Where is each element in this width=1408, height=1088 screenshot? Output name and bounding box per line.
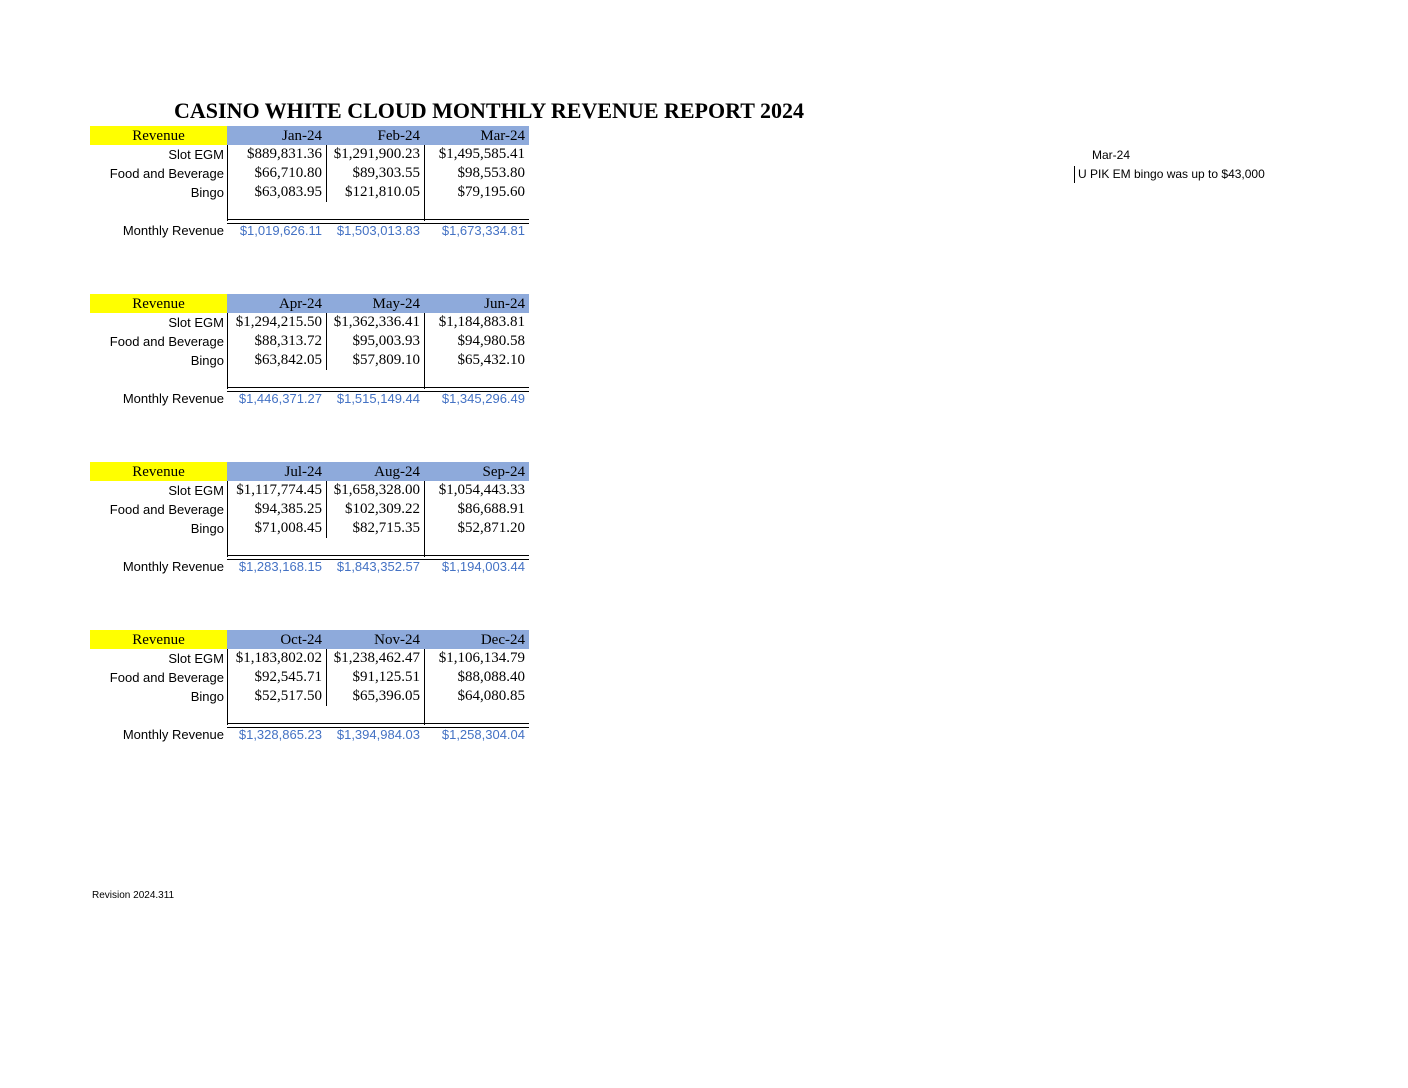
cell-value: $98,553.80 bbox=[424, 164, 529, 183]
table-header bbox=[90, 462, 530, 481]
total-value: $1,194,003.44 bbox=[441, 559, 525, 574]
note-text: U PIK EM bingo was up to $43,000 bbox=[1074, 166, 1265, 183]
revenue-header-label: Revenue bbox=[90, 630, 227, 649]
row-label: Food and Beverage bbox=[109, 502, 224, 517]
table-row-food-beverage bbox=[90, 164, 530, 183]
cell-value: $52,871.20 bbox=[424, 519, 529, 538]
row-label: Bingo bbox=[190, 185, 224, 200]
cell-value: $57,809.10 bbox=[326, 351, 424, 370]
row-label: Food and Beverage bbox=[109, 670, 224, 685]
table-header bbox=[90, 630, 530, 649]
revenue-header-label: Revenue bbox=[90, 462, 227, 481]
row-label: Slot EGM bbox=[168, 315, 224, 330]
table-row-bingo bbox=[90, 519, 530, 538]
spacer-row bbox=[90, 370, 530, 389]
total-value: $1,446,371.27 bbox=[238, 391, 322, 406]
month-header: Nov-24 bbox=[326, 630, 424, 649]
cell-value: $88,088.40 bbox=[424, 668, 529, 687]
revenue-table-q2 bbox=[90, 294, 530, 409]
month-header: May-24 bbox=[326, 294, 424, 313]
cell-value: $66,710.80 bbox=[227, 164, 326, 183]
cell-value: $1,658,328.00 bbox=[326, 481, 424, 500]
row-label: Food and Beverage bbox=[109, 334, 224, 349]
row-label: Slot EGM bbox=[168, 483, 224, 498]
cell-value: $71,008.45 bbox=[227, 519, 326, 538]
cell-value: $65,396.05 bbox=[326, 687, 424, 706]
total-value: $1,283,168.15 bbox=[238, 559, 322, 574]
cell-value: $88,313.72 bbox=[227, 332, 326, 351]
table-header bbox=[90, 126, 530, 145]
table-row-bingo bbox=[90, 687, 530, 706]
cell-value: $1,183,802.02 bbox=[227, 649, 326, 668]
row-label: Bingo bbox=[190, 353, 224, 368]
revenue-header-label: Revenue bbox=[90, 294, 227, 313]
row-label: Slot EGM bbox=[168, 147, 224, 162]
total-value: $1,328,865.23 bbox=[238, 727, 322, 742]
month-header: Aug-24 bbox=[326, 462, 424, 481]
row-label: Bingo bbox=[190, 521, 224, 536]
total-row bbox=[90, 557, 530, 577]
table-row-bingo bbox=[90, 351, 530, 370]
total-row bbox=[90, 221, 530, 241]
month-header: Mar-24 bbox=[424, 126, 529, 145]
cell-value: $86,688.91 bbox=[424, 500, 529, 519]
spacer-row bbox=[90, 202, 530, 221]
cell-value: $1,362,336.41 bbox=[326, 313, 424, 332]
revenue-table-q4 bbox=[90, 630, 530, 745]
cell-value: $102,309.22 bbox=[326, 500, 424, 519]
row-label: Food and Beverage bbox=[109, 166, 224, 181]
note-month: Mar-24 bbox=[1092, 148, 1131, 162]
cell-value: $92,545.71 bbox=[227, 668, 326, 687]
total-value: $1,515,149.44 bbox=[336, 391, 420, 406]
cell-value: $91,125.51 bbox=[326, 668, 424, 687]
table-row-food-beverage bbox=[90, 500, 530, 519]
month-header: Apr-24 bbox=[227, 294, 326, 313]
total-value: $1,394,984.03 bbox=[336, 727, 420, 742]
revision-label: Revision 2024.311 bbox=[92, 890, 175, 901]
cell-value: $1,117,774.45 bbox=[227, 481, 326, 500]
cell-value: $63,083.95 bbox=[227, 183, 326, 202]
row-label: Bingo bbox=[190, 689, 224, 704]
cell-value: $1,294,215.50 bbox=[227, 313, 326, 332]
cell-value: $1,054,443.33 bbox=[424, 481, 529, 500]
month-header: Sep-24 bbox=[424, 462, 529, 481]
month-header: Jan-24 bbox=[227, 126, 326, 145]
revenue-table-q1 bbox=[90, 126, 530, 241]
cell-value: $1,495,585.41 bbox=[424, 145, 529, 164]
month-header: Jul-24 bbox=[227, 462, 326, 481]
cell-value: $82,715.35 bbox=[326, 519, 424, 538]
month-header: Feb-24 bbox=[326, 126, 424, 145]
cell-value: $1,106,134.79 bbox=[424, 649, 529, 668]
cell-value: $1,238,462.47 bbox=[326, 649, 424, 668]
total-value: $1,843,352.57 bbox=[336, 559, 420, 574]
total-value: $1,019,626.11 bbox=[239, 223, 322, 238]
total-label: Monthly Revenue bbox=[122, 223, 224, 238]
total-row bbox=[90, 389, 530, 409]
total-value: $1,503,013.83 bbox=[336, 223, 420, 238]
revenue-table-q3 bbox=[90, 462, 530, 577]
table-header bbox=[90, 294, 530, 313]
month-header: Oct-24 bbox=[227, 630, 326, 649]
cell-value: $65,432.10 bbox=[424, 351, 529, 370]
table-row-slot-egm bbox=[90, 649, 530, 668]
spacer-row bbox=[90, 538, 530, 557]
cell-value: $63,842.05 bbox=[227, 351, 326, 370]
table-row-food-beverage bbox=[90, 332, 530, 351]
cell-value: $89,303.55 bbox=[326, 164, 424, 183]
cell-value: $1,184,883.81 bbox=[424, 313, 529, 332]
cell-value: $94,980.58 bbox=[424, 332, 529, 351]
table-row-bingo bbox=[90, 183, 530, 202]
table-row-slot-egm bbox=[90, 481, 530, 500]
cell-value: $52,517.50 bbox=[227, 687, 326, 706]
cell-value: $1,291,900.23 bbox=[326, 145, 424, 164]
spacer-row bbox=[90, 706, 530, 725]
table-row-slot-egm bbox=[90, 145, 530, 164]
table-row-food-beverage bbox=[90, 668, 530, 687]
total-label: Monthly Revenue bbox=[122, 559, 224, 574]
total-row bbox=[90, 725, 530, 745]
table-row-slot-egm bbox=[90, 313, 530, 332]
cell-value: $79,195.60 bbox=[424, 183, 529, 202]
cell-value: $121,810.05 bbox=[326, 183, 424, 202]
total-value: $1,345,296.49 bbox=[441, 391, 525, 406]
revenue-header-label: Revenue bbox=[90, 126, 227, 145]
total-label: Monthly Revenue bbox=[122, 727, 224, 742]
cell-value: $64,080.85 bbox=[424, 687, 529, 706]
cell-value: $94,385.25 bbox=[227, 500, 326, 519]
total-value: $1,673,334.81 bbox=[441, 223, 525, 238]
cell-value: $95,003.93 bbox=[326, 332, 424, 351]
total-value: $1,258,304.04 bbox=[441, 727, 525, 742]
month-header: Dec-24 bbox=[424, 630, 529, 649]
row-label: Slot EGM bbox=[168, 651, 224, 666]
total-label: Monthly Revenue bbox=[122, 391, 224, 406]
month-header: Jun-24 bbox=[424, 294, 529, 313]
report-title: CASINO WHITE CLOUD MONTHLY REVENUE REPORT 2024 bbox=[174, 98, 804, 123]
cell-value: $889,831.36 bbox=[227, 145, 326, 164]
